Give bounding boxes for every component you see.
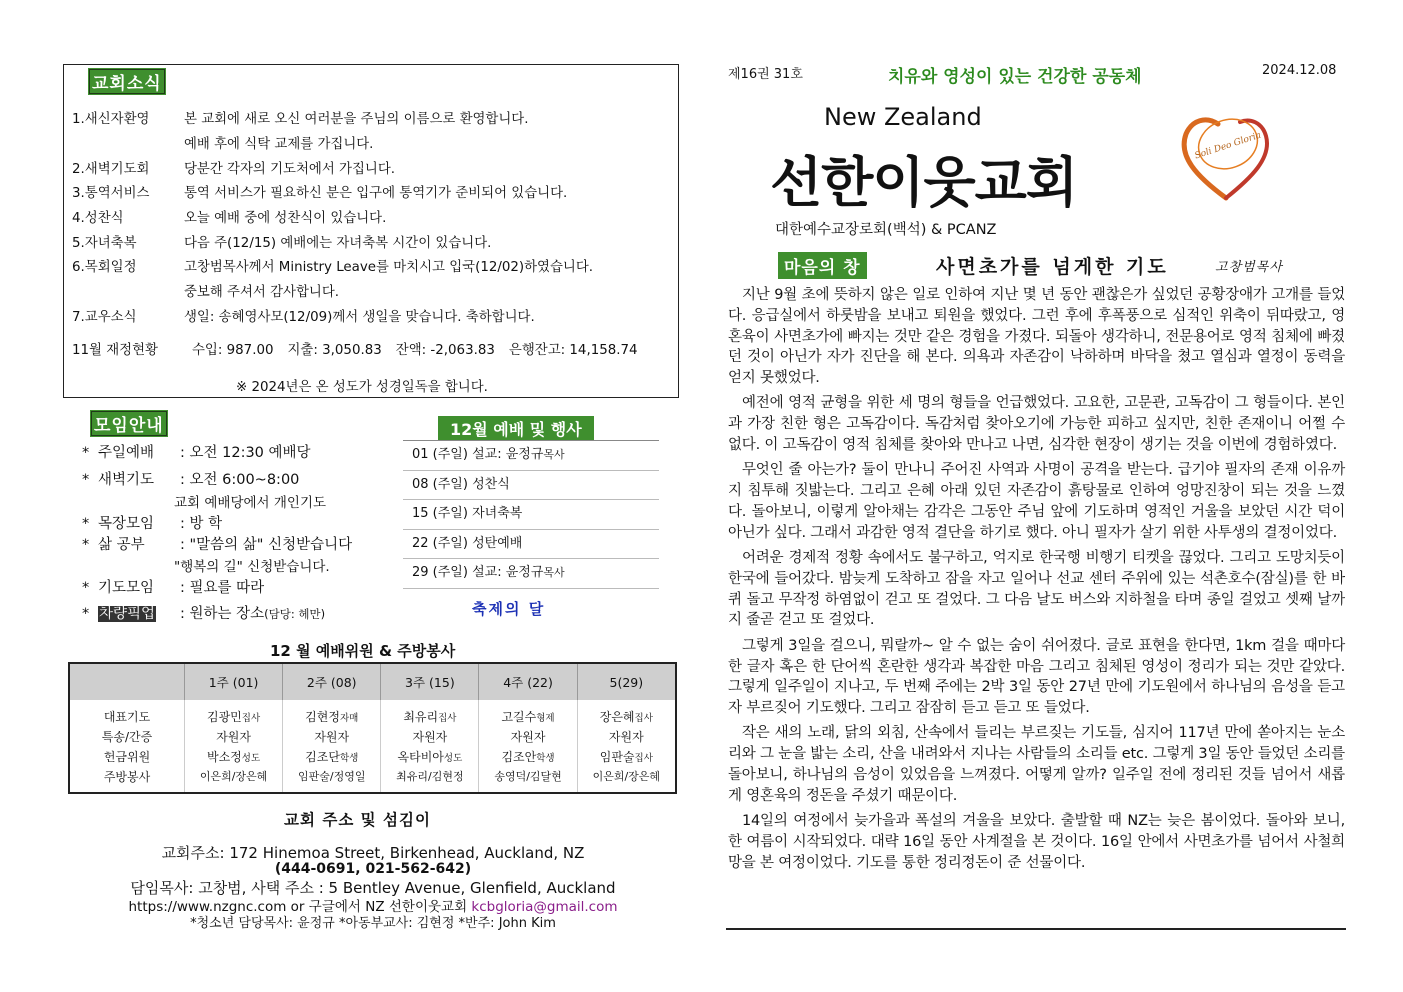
meeting-key: 새벽기도: [98, 472, 155, 488]
duty-cell: 송영덕/김달현: [479, 766, 577, 793]
duty-cell: [283, 700, 381, 726]
sermon-paragraph: 무엇인 줄 아는가? 둘이 만나니 주어진 사역과 사명이 공격을 받는다. 급기야 필자의 존재 이유까지 침투해 짓밟는다. 그리고 은혜 아래 있던 자존감이 흙탕물로 인하여 엉망진창이 되는 것을 느꼈다. 돌아보니, 이렇게 알아채는 감각은 그동안 주님 앞에 기도하며 영적인 거울을 보았던 시간 덕이 아닌가 싶다. 그래서 과감한 영적 결단을 하기로 했다. 아니 필자가 살기 위한 사투생의 결정이었다.: [728, 462, 1345, 541]
news-item-text: 오늘 예배 중에 성찬식이 있습니다.: [184, 211, 387, 226]
duty-title-suffix: 자매: [339, 712, 359, 724]
duty-row: [69, 700, 676, 726]
logo-text: Soli Deo Gloria: [1193, 130, 1263, 162]
news-item-key: 2.새벽기도회: [72, 162, 150, 177]
news-item: [72, 256, 184, 275]
duty-header-row: [69, 663, 676, 700]
duty-header-cell: 5(29): [577, 663, 676, 700]
bullet-star: *: [82, 537, 90, 553]
finance-balance: 잔액: -2,063.83: [395, 343, 495, 358]
news-item-text: 생일: 송혜영사모(12/09)께서 생일을 맞습니다. 축하합니다.: [184, 310, 535, 325]
duty-cell: [283, 746, 381, 766]
event-row: [403, 559, 659, 589]
duty-title-suffix: 집사: [634, 752, 653, 764]
duty-cell: 최유리/김현정: [381, 766, 479, 793]
duty-cell: 이은희/장은혜: [185, 766, 283, 793]
bullet-star: *: [82, 606, 90, 622]
meeting-value: : 오전 6:00~8:00: [180, 472, 300, 488]
denomination: 대한예수교장로회(백석) & PCANZ: [775, 222, 997, 238]
meeting-sub: "행복의 길" 신청받습니다.: [174, 559, 330, 575]
december-events-title: 12월 예배 및 행사: [438, 416, 594, 441]
church-address: 교회주소: 172 Hinemoa Street, Birkenhead, Auckland, NZ: [161, 844, 585, 862]
news-item-key: 1.새신자환영: [72, 112, 150, 127]
event-date: 15 (주일): [412, 506, 468, 521]
event-text: 자녀축복: [472, 506, 523, 521]
duty-row: [69, 746, 676, 766]
meeting-value: : "말씀의 삶" 신청받습니다: [180, 537, 353, 553]
news-item: [72, 158, 184, 177]
duty-person: 박소정: [207, 749, 242, 764]
news-item-key: 7.교우소식: [72, 310, 137, 325]
news-item: [72, 108, 184, 127]
meeting-item: [82, 576, 264, 597]
duty-cell: 자원자: [283, 726, 381, 746]
event-date: 01 (주일): [412, 447, 468, 462]
event-row: [403, 500, 659, 530]
meeting-value: : 오전 12:30 예배당: [180, 445, 311, 461]
duty-person: 고길수: [501, 709, 537, 724]
event-row: [403, 441, 659, 471]
news-item-text: 본 교회에 새로 오신 여러분을 주님의 이름으로 환영합니다.: [184, 112, 529, 127]
volume-number: 제16권 31호: [728, 67, 803, 82]
country-label: New Zealand: [824, 103, 982, 131]
duty-header-cell: [69, 663, 185, 700]
festival-month-label: 축제의 달: [472, 600, 546, 618]
duty-cell: 이은희/장은혜: [577, 766, 676, 793]
car-pickup-contact: (담당: 헤만): [264, 607, 326, 621]
duty-person: 임판술: [599, 749, 635, 764]
duty-cell: [381, 700, 479, 726]
duty-cell: [479, 700, 577, 726]
event-text: 설교: 윤정규: [472, 565, 544, 580]
news-item: [72, 182, 184, 201]
news-item-text: 당분간 각자의 기도처에서 가집니다.: [184, 162, 396, 177]
event-row: [403, 530, 659, 560]
duty-cell: [185, 700, 283, 726]
sermon-author-signature: 고창범목사: [1215, 260, 1283, 275]
finance-bank: 은행잔고: 14,158.74: [508, 343, 638, 358]
church-name: 선한이웃교회: [770, 151, 1077, 214]
december-events-list: [403, 440, 659, 589]
news-item-key: 5.자녀축복: [72, 236, 137, 251]
duty-title-suffix: 집사: [241, 712, 261, 724]
meeting-key: 목장모임: [98, 516, 155, 532]
meeting-value: : 원하는 장소: [180, 606, 265, 622]
finance-report: [72, 339, 652, 358]
event-title-suffix: 목사: [543, 448, 565, 461]
event-date: 08 (주일): [412, 476, 468, 492]
duty-row: [69, 726, 676, 746]
sermon-paragraph: 어려운 경제적 정황 속에서도 불구하고, 억지로 한국행 비행기 티켓을 끊었다. 그리고 도망치듯이 한국에 들어갔다. 밤늦게 도착하고 잠을 자고 일어나 선교 센터 주위에 있는 석촌호수(잠실)를 한 바퀴 돌고 무작정 하염없이 걷고 또 걸었다. 그 다음 날도 버스와 지하철을 타며 종일 걸었고 셋째 날까지 줄곧 걷고 또 걸었다.: [728, 550, 1345, 629]
duty-title-suffix: 성도: [443, 752, 463, 764]
duty-header-cell: 1주 (01): [185, 663, 283, 700]
duty-title-suffix: 학생: [536, 752, 555, 764]
sermon-paragraph: 14일의 여정에서 늦가을과 폭설의 겨울을 보았다. 출발할 때 NZ는 늦은 봄이었다. 돌아와 보니, 한 여름이 시작되었다. 대략 16일 동안 사계절을 본 것이다. 16일 안에서 사면초가를 넘어서 사철희망을 본 여정이었다. 기도를 통한 정리정돈이 준 선물이다.: [728, 813, 1345, 871]
duty-cell: 자원자: [185, 726, 283, 746]
car-pickup-key: 차량픽업: [99, 606, 156, 622]
duty-role: 주방봉사: [103, 769, 151, 784]
column-tag: 마음의 창: [778, 252, 867, 279]
finance-income: 수입: 987.00: [192, 343, 274, 358]
duty-person: 최유리: [403, 709, 439, 724]
bullet-star: *: [82, 472, 90, 488]
duty-cell: [577, 700, 676, 726]
church-motto: 치유와 영성이 있는 건강한 공동체: [888, 67, 1142, 87]
meeting-item: [82, 533, 352, 554]
news-item-text: 중보해 주셔서 감사합니다.: [184, 285, 340, 300]
news-item: [72, 232, 184, 251]
duty-title-suffix: 형제: [536, 712, 555, 724]
meeting-item: [82, 512, 222, 533]
bible-reading-note: ※ 2024년은 온 성도가 성경일독을 합니다.: [236, 380, 488, 395]
duty-title-suffix: 성도: [241, 752, 261, 764]
duty-role: 헌금위원: [103, 749, 151, 764]
duty-cell: [185, 746, 283, 766]
news-item: [72, 207, 184, 226]
event-text: 성찬식: [472, 476, 510, 492]
address-title: 교회 주소 및 섬김이: [284, 811, 431, 829]
news-item-key: 3.통역서비스: [72, 186, 150, 201]
duty-cell: [577, 746, 676, 766]
news-item-key: 4.성찬식: [72, 211, 124, 226]
duty-cell: [479, 746, 577, 766]
duty-title-suffix: 집사: [438, 712, 457, 724]
news-item-key: 6.목회일정: [72, 260, 137, 275]
sermon-paragraph: 그렇게 3일을 걸으니, 뭐랄까~ 알 수 없는 숨이 쉬어졌다. 글로 표현을 한다면, 1km 걸을 때마다 한 글자 혹은 한 단어씩 혼란한 생각과 복잡한 마음 그리고 침체된 영성이 정리가 되는 것만 같았다. 그렇게 일주일이 지나고, 두 번째 주에는 2박 3일 동안 27년 만에 기도원에서 하나님의 음성을 듣고자 부르짖어 기도했다. 그리고 잠잠히 듣고 듣고 또 들었다.: [728, 637, 1345, 717]
news-item-text: 다음 주(12/15) 예배에는 자녀축복 시간이 있습니다.: [184, 236, 492, 251]
news-item-text: 예배 후에 식탁 교제를 가집니다.: [184, 137, 374, 152]
meeting-key: 삶 공부: [98, 537, 145, 553]
meeting-value: : 필요를 따라: [180, 580, 265, 596]
event-date: 22 (주일): [412, 535, 468, 551]
meeting-key: 주일예배: [98, 445, 155, 461]
duty-person: 옥타비아: [397, 749, 444, 764]
sermon-paragraph: 작은 새의 노래, 닭의 외침, 산속에서 들리는 부르짖는 기도들, 심지어 117년 만에 쏟아지는 눈소리와 그 눈을 밟는 소리, 산을 내려와서 지나는 사람들의 소리들 etc. 그렇게 3일 동안 들었던 소리를 돌아보니, 하나님의 음성이 있었음을 느껴졌다. 어떻게 알까? 일주일 전에 정리된 것들 넘어서 새롭게 영혼육의 정돈을 주셨기 때문이다.: [728, 725, 1345, 804]
meeting-item-car-pickup: [82, 602, 325, 623]
duty-roster-table: [68, 662, 677, 794]
duty-cell: 자원자: [577, 726, 676, 746]
news-item-text: 통역 서비스가 필요하신 분은 입구에 통역기가 준비되어 있습니다.: [184, 186, 568, 201]
meeting-value: : 방 학: [180, 516, 223, 532]
event-text: 성탄예배: [472, 535, 523, 551]
meeting-item: [82, 441, 311, 462]
soli-deo-gloria-logo: [1176, 106, 1276, 204]
bulletin-date: 2024.12.08: [1262, 63, 1337, 78]
duty-header-cell: 3주 (15): [381, 663, 479, 700]
event-row: [403, 471, 659, 501]
duty-role: 특송/간증: [101, 729, 153, 744]
duty-person: 김조단: [305, 749, 340, 764]
duty-cell: 임판술/정영일: [283, 766, 381, 793]
duty-header-cell: 2주 (08): [283, 663, 381, 700]
bullet-star: *: [82, 516, 90, 532]
staff-line: *청소년 담당목사: 윤정규 *아동부교사: 김현정 *반주: John Kim: [190, 916, 556, 931]
sermon-paragraph: 지난 9월 초에 뜻하지 않은 일로 인하여 지난 몇 년 동안 괜찮은가 싶었던 공황장애가 고개를 들었다. 응급실에서 하룻밤을 보내고 퇴원을 했었다. 그런 후에 후폭풍으로 심적인 위축이 뒤따랐고, 영혼육이 사면초가에 빠지는 것만 같은 경험을 가졌다. 되돌아 생각하니, 전문용어로 영적 침체에 빠졌던 것이 아닌가 자가 진단을 해 본다. 의욕과 자존감이 낙하하며 바닥을 쳤고 열심과 열정이 동력을 얻지 못했었다.: [728, 287, 1345, 387]
duty-person: 김현정: [305, 709, 340, 724]
sermon-bottom-rule: [726, 928, 1346, 930]
duty-person: 김광민: [207, 709, 242, 724]
duty-person: 장은혜: [599, 709, 635, 724]
news-item-text: 고창범목사께서 Ministry Leave를 마치시고 입국(12/02)하였습니다.: [184, 260, 594, 275]
duty-cell: 자원자: [381, 726, 479, 746]
email-link[interactable]: kcbgloria@gmail.com: [471, 899, 618, 915]
finance-key: 11월 재정현황: [72, 343, 158, 358]
bullet-star: *: [82, 580, 90, 596]
duty-title-suffix: 학생: [339, 752, 359, 764]
church-news-title: 교회소식: [88, 68, 166, 95]
event-text: 설교: 윤정규: [472, 447, 544, 462]
meeting-sub: 교회 예배당에서 개인기도: [174, 495, 327, 511]
duty-table-title: 12 월 예배위원 & 주방봉사: [270, 642, 456, 660]
duty-cell: 자원자: [479, 726, 577, 746]
logo-heart-right: [1226, 121, 1267, 198]
finance-expense: 지출: 3,050.83: [287, 343, 382, 358]
sermon-body: [728, 285, 1345, 878]
duty-header-cell: 4주 (22): [479, 663, 577, 700]
sermon-title: 사면초가를 넘게한 기도: [936, 256, 1169, 278]
website-text[interactable]: https://www.nzgnc.com or 구글에서 NZ 선한이웃교회: [128, 899, 472, 915]
duty-person: 김조안: [501, 749, 537, 764]
meetings-title: 모임안내: [90, 410, 168, 437]
duty-row: [69, 766, 676, 793]
duty-cell: [381, 746, 479, 766]
pastor-address: 담임목사: 고창범, 사택 주소 : 5 Bentley Avenue, Glenfield, Auckland: [130, 879, 616, 897]
duty-role: 대표기도: [103, 709, 151, 724]
meeting-item: [82, 468, 299, 489]
sermon-paragraph: 예전에 영적 균형을 위한 세 명의 형들을 언급했었다. 고요한, 고문관, 고독감이 그 형들이다. 본인과 가장 친한 형은 고독감이다. 독감처럼 찾아오기에 가능한 피하고 싶지만, 친한 존재이니 어쩔 수 없다. 이 고독감이 영적 침체를 찾아와 만나고 나면, 심각한 현장이 생기는 것을 이번에 경험하였다.: [728, 395, 1345, 454]
event-title-suffix: 목사: [543, 566, 565, 579]
news-item: [72, 306, 184, 325]
event-date: 29 (주일): [412, 565, 468, 580]
bullet-star: *: [82, 445, 90, 461]
duty-title-suffix: 집사: [634, 712, 653, 724]
church-phone: (444-0691, 021-562-642): [274, 861, 472, 877]
meeting-key: 기도모임: [98, 580, 155, 596]
